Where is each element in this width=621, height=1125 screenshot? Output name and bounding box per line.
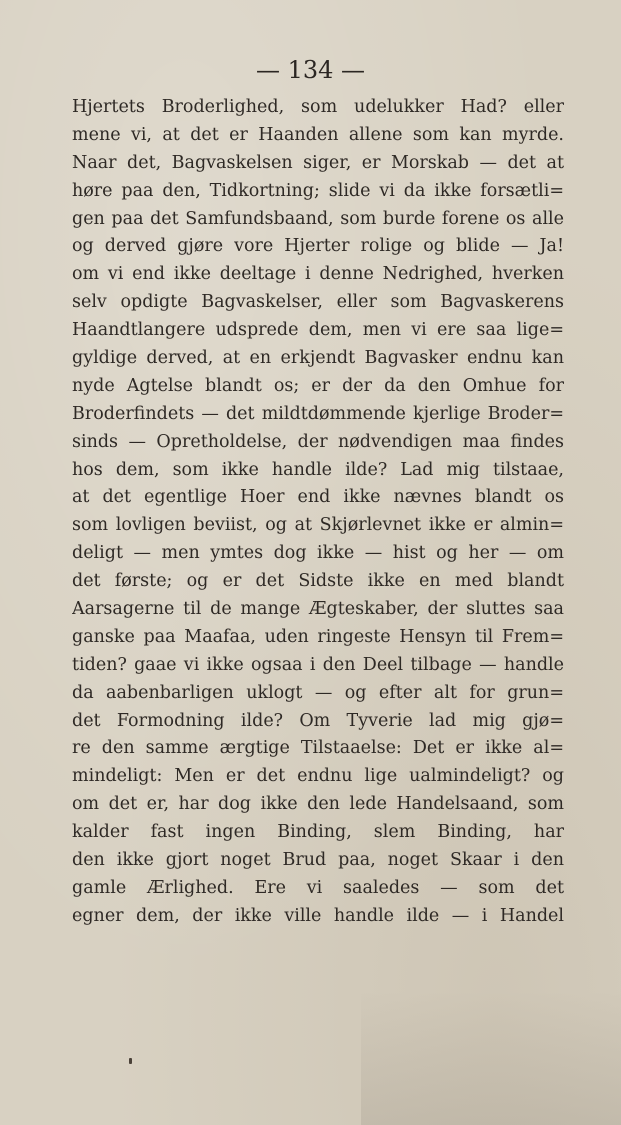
text-line: som lovligen beviist, og at Skjørlevnet ikke er almin= (72, 515, 564, 536)
text-line: kalder fast ingen Binding, slem Binding, har (72, 822, 564, 843)
text-line: deligt — men ymtes dog ikke — hist og her — om (72, 543, 564, 564)
text-line: det Formodning ilde? Om Tyverie lad mig gjø= (72, 710, 564, 731)
text-line: det første; og er det Sidste ikke en med blandt (72, 571, 564, 592)
text-line: Hjertets Broderlighed, som udelukker Had? eller (72, 97, 564, 117)
text-line: mene vi, at det er Haanden allene som kan myrde. (72, 124, 564, 145)
text-line: sinds — Opretholdelse, der nødvendigen maa findes (72, 431, 564, 452)
text-line: høre paa den, Tidkortning; slide vi da ikke forsætli= (72, 180, 564, 201)
text-line: ganske paa Maafaa, uden ringeste Hensyn til Frem= (72, 626, 564, 647)
text-line: mindeligt: Men er det endnu lige ualmindeligt? og (72, 766, 564, 787)
page-shadow (361, 990, 621, 1125)
text-line: Broderfindets — det mildtdømmende kjerlige Broder= (72, 403, 564, 424)
text-line: den ikke gjort noget Brud paa, noget Skaar i den (72, 850, 564, 871)
body-text (72, 94, 564, 931)
text-line: hos dem, som ikke handle ilde? Lad mig tilstaae, (72, 459, 564, 480)
text-line: Haandtlangere udsprede dem, men vi ere saa lige= (72, 320, 564, 341)
text-line: re den samme ærgtige Tilstaaelse: Det er ikke al= (72, 738, 564, 759)
text-line: gen paa det Samfundsbaand, som burde forene os alle (72, 208, 564, 229)
text-line: om det er, har dog ikke den lede Handelsaand, som (72, 794, 564, 815)
text-line: nyde Agtelse blandt os; er der da den Omhue for (72, 375, 564, 396)
text-line: at det egentlige Hoer end ikke nævnes blandt os (72, 487, 564, 508)
text-line: selv opdigte Bagvaskelser, eller som Bagvaskerens (72, 292, 564, 313)
text-line: gamle Ærlighed. Ere vi saaledes — som det (72, 877, 564, 898)
text-line: og derved gjøre vore Hjerter rolige og blide — Ja! (72, 236, 564, 257)
page-number: — 134 — (255, 56, 366, 84)
text-line: egner dem, der ikke ville handle ilde — i Handel (72, 905, 564, 926)
text-line: da aabenbarligen uklogt — og efter alt for grun= (72, 682, 564, 703)
ink-speck (129, 1058, 132, 1064)
text-line: Aarsagerne til de mange Ægteskaber, der sluttes saa (72, 599, 564, 620)
text-line: tiden? gaae vi ikke ogsaa i den Deel tilbage — handle (72, 654, 564, 675)
text-line: Naar det, Bagvaskelsen siger, er Morskab — det at (72, 152, 564, 173)
text-line: om vi end ikke deeltage i denne Nedrighed, hverken (72, 264, 564, 285)
text-line: gyldige derved, at en erkjendt Bagvasker endnu kan (72, 348, 564, 369)
